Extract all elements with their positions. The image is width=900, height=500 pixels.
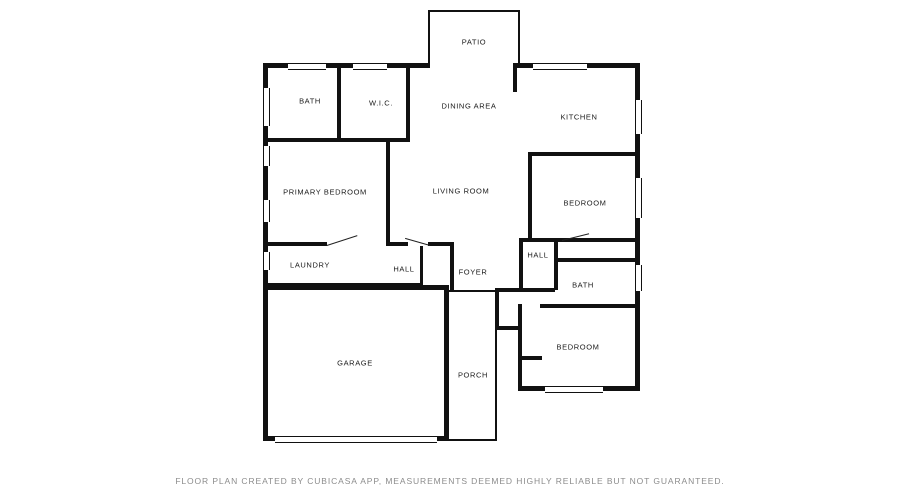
room-label-dining-area: DINING AREA — [441, 101, 497, 111]
disclaimer-note: FLOOR PLAN CREATED BY CUBICASA APP, MEASUREMENTS DEEMED HIGHLY RELIABLE BUT NOT GUARANTEED. — [175, 476, 725, 486]
wall-porch-top — [449, 290, 497, 292]
room-label-bath-primary: BATH — [299, 96, 321, 106]
wall-bed3-left — [518, 304, 522, 390]
wall-porch-bottom — [449, 439, 497, 441]
wall-bath2-top — [554, 258, 638, 262]
wall-garage-top — [263, 285, 449, 290]
wall-bath-bottom — [263, 138, 341, 142]
wall-laundry-right — [420, 246, 423, 287]
garage-door — [275, 436, 437, 443]
wall-hall2-left — [519, 238, 523, 288]
window-bed3-bottom — [545, 386, 603, 393]
wall-hall2-right — [554, 238, 558, 290]
room-label-patio: PATIO — [461, 37, 487, 47]
wall-entry-top-run — [495, 288, 555, 292]
wall-garage-left — [263, 285, 268, 441]
wall-stub-living-right — [513, 86, 517, 92]
wall-patio-left — [428, 10, 430, 66]
room-label-hall-main: HALL — [393, 264, 415, 274]
room-label-porch: PORCH — [457, 370, 489, 380]
wall-bed2-top — [528, 152, 638, 156]
window-kitchen-right — [635, 100, 642, 134]
window-bed2-right — [635, 178, 642, 218]
wall-bed2-left — [528, 152, 532, 242]
room-label-bedroom-2: BEDROOM — [563, 198, 607, 208]
wall-primary-bottom — [263, 242, 325, 246]
window-wic-top — [353, 63, 387, 70]
room-label-living-room: LIVING ROOM — [432, 186, 490, 196]
wall-bath-right — [337, 63, 341, 141]
wall-stub-dining-left — [386, 138, 390, 148]
wall-entry-left — [495, 288, 499, 330]
door-swing-primary — [322, 222, 357, 246]
room-label-kitchen: KITCHEN — [560, 112, 598, 122]
window-bath-left — [263, 88, 270, 126]
window-bath2-right — [635, 265, 642, 291]
wall-wic-bottom — [341, 138, 410, 142]
window-primary-left-lower — [263, 200, 270, 222]
window-primary-left-upper — [263, 146, 270, 166]
window-kitchen-top — [533, 63, 587, 70]
wall-wic-right — [406, 63, 410, 141]
wall-hall2-top — [519, 238, 557, 242]
room-label-laundry: LAUNDRY — [290, 260, 330, 270]
room-label-wic: W.I.C. — [368, 98, 394, 108]
room-label-bedroom-3: BEDROOM — [556, 342, 600, 352]
wall-foyer-right — [450, 242, 454, 292]
wall-primary-right — [386, 138, 390, 246]
door-swing-hall — [405, 224, 434, 246]
room-label-garage: GARAGE — [337, 358, 373, 368]
room-label-primary-bedroom: PRIMARY BEDROOM — [283, 187, 367, 197]
wall-patio-right — [518, 10, 520, 66]
wall-bath2-bottom — [540, 304, 638, 308]
window-laundry-left — [263, 252, 270, 270]
wall-living-bottom — [386, 242, 408, 246]
room-label-foyer: FOYER — [458, 267, 488, 277]
room-label-hall-secondary: HALL — [527, 250, 549, 260]
wall-garage-right — [444, 285, 449, 441]
wall-patio-top — [428, 10, 520, 12]
window-bath-top — [288, 63, 326, 70]
room-label-bath-secondary: BATH — [572, 280, 594, 290]
